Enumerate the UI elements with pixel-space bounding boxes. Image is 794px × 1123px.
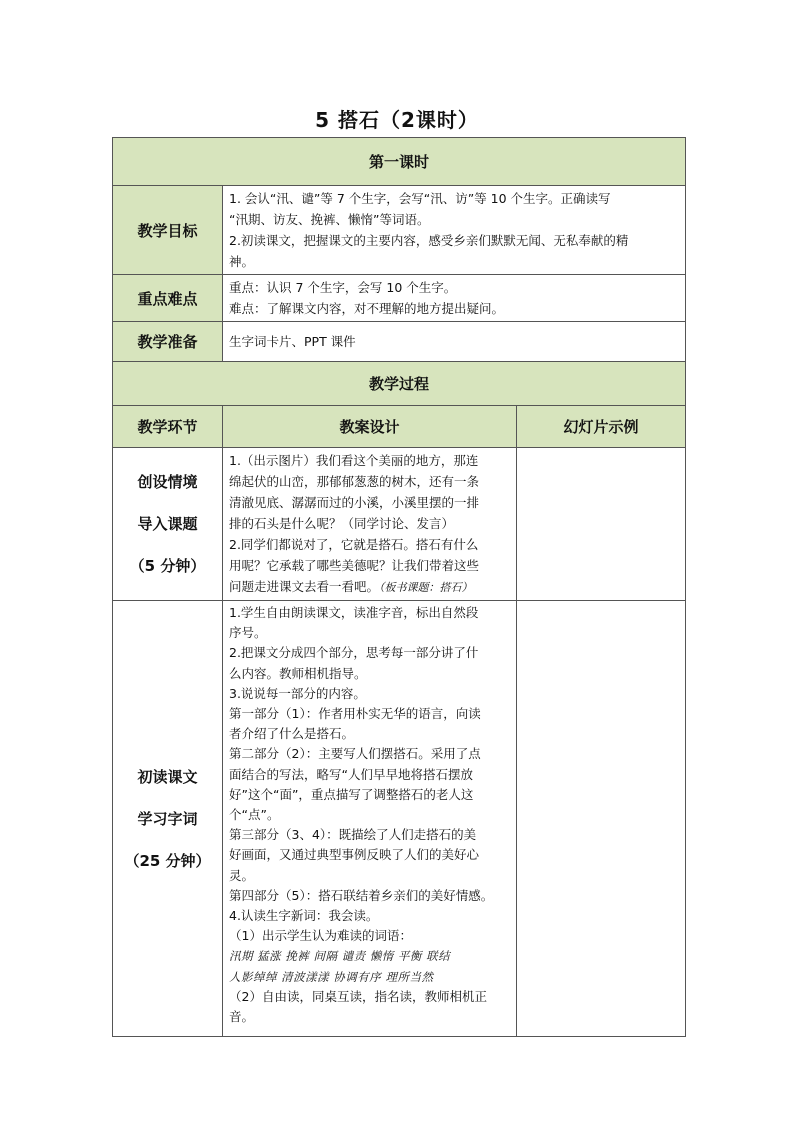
vocab-line: 汛期 猛涨 挽裤 间隔 谴责 懒惰 平衡 联结 [229, 949, 451, 964]
goals-line: “汛期、访友、挽裤、懒惰”等词语。 [229, 212, 430, 227]
stage2-line: 好画面，又通过典型事例反映了人们的美好心 [229, 847, 480, 863]
goals-line: 神。 [229, 254, 255, 269]
stage1-label [113, 448, 223, 601]
page-title: 5 搭石（2课时） [315, 108, 479, 132]
stage2-line: （2）自由读，同桌互读，指名读，教师相机正 [229, 988, 487, 1004]
stage2-line: 音。 [229, 1009, 255, 1025]
goals-row [113, 186, 686, 275]
stage2-line: 好”这个“面”，重点描写了调整搭石的老人这 [229, 786, 474, 802]
prep-row [113, 322, 686, 362]
column-header-row [113, 406, 686, 448]
keypoints-line: 重点：认识 7 个生字，会写 10 个生字。 [229, 280, 457, 295]
column-header-slides: 幻灯片示例 [517, 406, 686, 448]
stage1-board-note: （板书课题：搭石） [379, 581, 473, 594]
column-header-design: 教案设计 [223, 406, 517, 448]
keypoints-row [113, 275, 686, 322]
prep-content: 生字词卡片、PPT 课件 [223, 322, 686, 362]
stage1-line: 2.同学们都说对了，它就是搭石。搭石有什么 [229, 537, 479, 552]
keypoints-content [223, 275, 686, 322]
stage1-label-line: 创设情境 [137, 473, 198, 491]
stage1-line: 清澈见底、潺潺而过的小溪，小溪里摆的一排 [229, 495, 480, 510]
stage2-line: 第四部分（5）：搭石联结着乡亲们的美好情感。 [229, 887, 494, 903]
goals-content [223, 186, 686, 275]
stage2-line: 第一部分（1）：作者用朴实无华的语言，向读 [229, 706, 481, 722]
stage2-line: （1）出示学生认为难读的词语： [229, 928, 412, 944]
stage1-label-line: 导入课题 [137, 515, 198, 533]
stage2-slides [517, 601, 686, 1037]
lesson-plan-table [112, 137, 686, 1037]
section1-row [113, 138, 686, 186]
stage2-line: 者介绍了什么是搭石。 [229, 726, 355, 742]
stage1-content [223, 448, 517, 601]
section1-heading: 第一课时 [113, 138, 686, 186]
stage2-line: 2.把课文分成四个部分，思考每一部分讲了什 [229, 645, 479, 661]
goals-label: 教学目标 [113, 186, 223, 275]
stage1-line: 用呢？它承载了哪些美德呢？让我们带着这些 [229, 558, 480, 573]
stage2-line: 序号。 [229, 625, 267, 641]
stage2-line: 1.学生自由朗读课文，读准字音，标出自然段 [229, 605, 479, 620]
column-header-stage: 教学环节 [113, 406, 223, 448]
stage2-content [223, 601, 517, 1037]
stage2-line: 第二部分（2）：主要写人们摆搭石。采用了点 [229, 746, 481, 762]
stage1-row [113, 448, 686, 601]
stage1-line: 绵起伏的山峦，那郁郁葱葱的树木，还有一条 [229, 474, 480, 489]
stage1-last-line: 问题走进课文去看一看吧。 [229, 579, 380, 594]
stage2-line: 面结合的写法，略写“人们早早地将搭石摆放 [229, 766, 473, 782]
stage1-line: 排的石头是什么呢？（同学讨论、发言） [229, 516, 455, 531]
stage2-line: 个“点”。 [229, 807, 280, 823]
goals-line: 1. 会认“汛、谴”等 7 个生字，会写“汛、访”等 10 个生字。正确读写 [229, 191, 611, 206]
stage1-line [229, 576, 510, 598]
stage2-label-line: 初读课文 [137, 767, 198, 786]
stage2-row [113, 601, 686, 1037]
stage2-label-line: 学习字词 [137, 809, 198, 828]
stage2-line: 3.说说每一部分的内容。 [229, 685, 366, 701]
stage2-line: 第三部分（3、4）：既描绘了人们走搭石的美 [229, 827, 477, 843]
stage1-slides [517, 448, 686, 601]
prep-label: 教学准备 [113, 322, 223, 362]
vocab-line: 人影绰绰 清波漾漾 协调有序 理所当然 [229, 969, 434, 984]
keypoints-label: 重点难点 [113, 275, 223, 322]
stage2-duration: （25 分钟） [124, 851, 211, 870]
process-heading: 教学过程 [113, 362, 686, 406]
stage2-label [113, 601, 223, 1037]
goals-line: 2.初读课文，把握课文的主要内容，感受乡亲们默默无闻、无私奉献的精 [229, 233, 629, 248]
stage2-line: 4.认读生字新词：我会读。 [229, 908, 379, 924]
stage1-line: 1.（出示图片）我们看这个美丽的地方，那连 [229, 453, 479, 468]
process-row [113, 362, 686, 406]
stage1-duration: （5 分钟） [129, 557, 206, 575]
keypoints-line: 难点：了解课文内容，对不理解的地方提出疑问。 [229, 301, 505, 316]
stage2-line: 灵。 [229, 867, 255, 883]
stage2-line: 么内容。教师相机指导。 [229, 665, 367, 681]
